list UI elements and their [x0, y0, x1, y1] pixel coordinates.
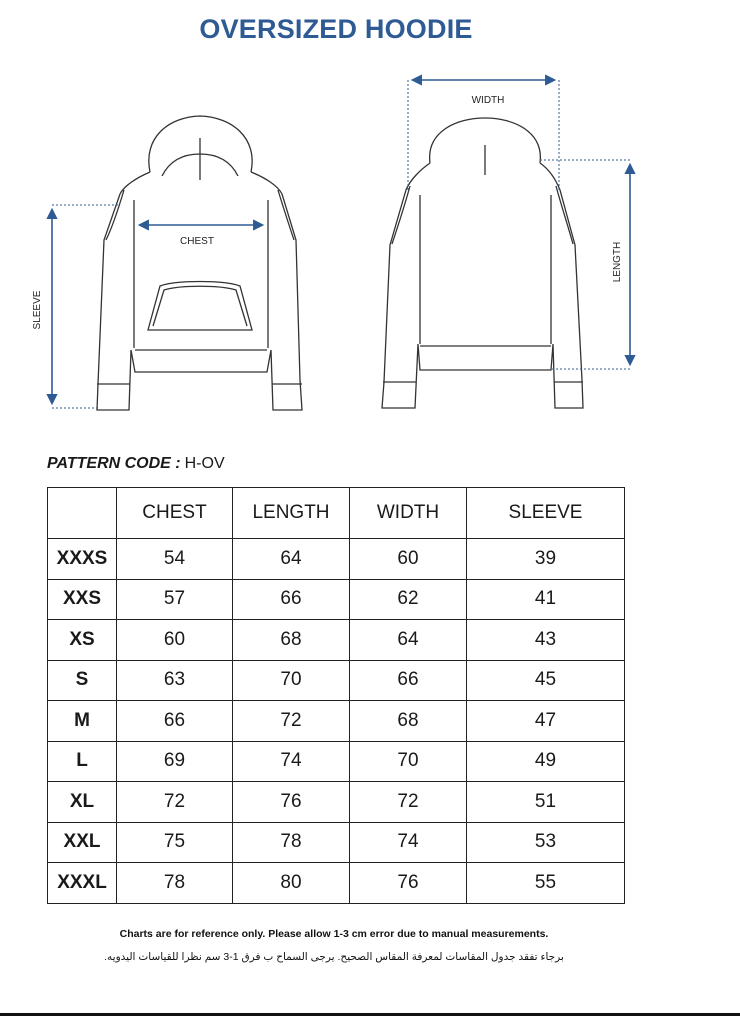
cell-size: XXXS: [48, 539, 117, 580]
cell-chest: 78: [117, 863, 233, 904]
cell-sleeve: 39: [467, 539, 625, 580]
cell-length: 66: [233, 579, 350, 620]
table-row: [48, 701, 625, 742]
cell-sleeve: 53: [467, 822, 625, 863]
cell-chest: 60: [117, 620, 233, 661]
cell-size: M: [48, 701, 117, 742]
table-row: [48, 741, 625, 782]
cell-size: L: [48, 741, 117, 782]
table-row: [48, 620, 625, 661]
sleeve-label: SLEEVE: [32, 290, 43, 330]
cell-sleeve: 49: [467, 741, 625, 782]
cell-width: 64: [350, 620, 467, 661]
table-row: [48, 579, 625, 620]
table-row: [48, 539, 625, 580]
page-title: OVERSIZED HOODIE: [199, 14, 473, 44]
pattern-code: [47, 455, 225, 473]
cell-width: 68: [350, 701, 467, 742]
cell-width: 76: [350, 863, 467, 904]
cell-length: 80: [233, 863, 350, 904]
table-row: [48, 863, 625, 904]
cell-sleeve: 43: [467, 620, 625, 661]
width-label: WIDTH: [471, 95, 505, 106]
hoodie-back-illustration: [382, 118, 583, 408]
header-sleeve: SLEEVE: [467, 488, 625, 539]
header-chest: CHEST: [117, 488, 233, 539]
cell-chest: 66: [117, 701, 233, 742]
cell-length: 70: [233, 660, 350, 701]
cell-width: 72: [350, 782, 467, 823]
cell-sleeve: 45: [467, 660, 625, 701]
cell-size: S: [48, 660, 117, 701]
cell-size: XL: [48, 782, 117, 823]
cell-chest: 54: [117, 539, 233, 580]
cell-size: XXXL: [48, 863, 117, 904]
header-size: [48, 488, 117, 539]
sleeve-measurement: [52, 205, 120, 408]
table-header-row: [48, 488, 625, 539]
table-row: [48, 822, 625, 863]
disclaimer-arabic: برجاء تفقد جدول المقاسات لمعرفة المقاس الصحيح. يرجى السماح ب فرق 1-3 سم نظرا للقياسات اليدويه.: [104, 951, 564, 963]
cell-chest: 75: [117, 822, 233, 863]
header-width: WIDTH: [350, 488, 467, 539]
cell-chest: 57: [117, 579, 233, 620]
cell-size: XS: [48, 620, 117, 661]
cell-length: 74: [233, 741, 350, 782]
cell-length: 64: [233, 539, 350, 580]
table-row: [48, 782, 625, 823]
cell-length: 76: [233, 782, 350, 823]
header-length: LENGTH: [233, 488, 350, 539]
cell-sleeve: 51: [467, 782, 625, 823]
cell-sleeve: 41: [467, 579, 625, 620]
cell-sleeve: 47: [467, 701, 625, 742]
disclaimer-english: Charts are for reference only. Please allow 1-3 cm error due to manual measurements.: [119, 928, 549, 940]
length-label: LENGTH: [612, 241, 623, 283]
pattern-code-value: H-OV: [184, 455, 225, 472]
cell-width: 70: [350, 741, 467, 782]
cell-chest: 63: [117, 660, 233, 701]
cell-length: 72: [233, 701, 350, 742]
cell-width: 60: [350, 539, 467, 580]
cell-length: 68: [233, 620, 350, 661]
hoodie-measurement-diagram: [0, 55, 740, 425]
cell-sleeve: 55: [467, 863, 625, 904]
cell-chest: 72: [117, 782, 233, 823]
pattern-code-label: PATTERN CODE :: [47, 455, 181, 472]
cell-length: 78: [233, 822, 350, 863]
cell-size: XXL: [48, 822, 117, 863]
cell-width: 74: [350, 822, 467, 863]
cell-width: 66: [350, 660, 467, 701]
table-row: [48, 660, 625, 701]
cell-size: XXS: [48, 579, 117, 620]
cell-width: 62: [350, 579, 467, 620]
cell-chest: 69: [117, 741, 233, 782]
hoodie-front-illustration: [97, 116, 302, 410]
chest-label: CHEST: [180, 236, 214, 247]
size-chart-table: [47, 487, 625, 904]
